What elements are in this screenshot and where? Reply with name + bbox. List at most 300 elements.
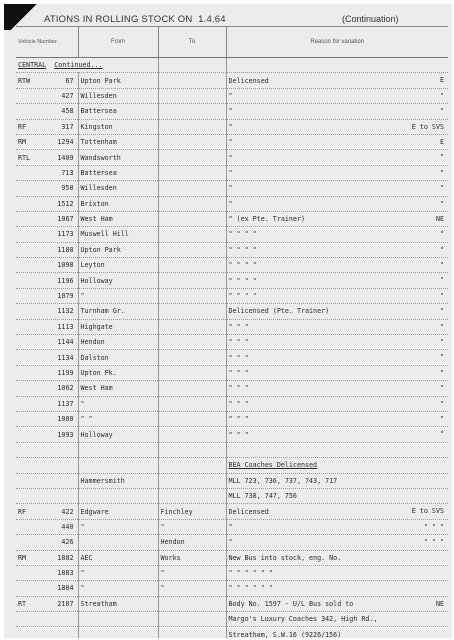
to-cell: Finchley (158, 504, 226, 519)
to-cell: " (158, 581, 226, 596)
vehicle-number-cell (16, 304, 78, 319)
reason-cell (226, 258, 448, 273)
to-cell (158, 319, 226, 334)
reason-code: " (439, 245, 444, 254)
table-row (16, 196, 448, 211)
to-cell (158, 627, 226, 638)
table-row (16, 365, 448, 380)
reason-text: " " " (228, 415, 249, 424)
reason-cell (226, 273, 448, 288)
reason-code: NE (435, 214, 444, 223)
vehicle-number: 1113 (57, 322, 74, 331)
from-cell: Wandsworth (78, 150, 158, 165)
reason-code: " (439, 307, 444, 316)
reason-text: Delicensed (228, 76, 269, 85)
vehicle-number-cell (16, 58, 158, 73)
reason-code: " (439, 199, 444, 208)
table-row (16, 88, 448, 103)
reason-cell (226, 211, 448, 226)
reason-text: " (228, 199, 233, 208)
table-row (16, 612, 448, 627)
table-row (16, 458, 448, 473)
reason-code: " (439, 153, 444, 162)
from-cell: Willesden (78, 88, 158, 103)
vehicle-number: 1884 (57, 584, 74, 593)
from-cell: Highgate (78, 319, 158, 334)
reason-text: " " " " (228, 261, 257, 270)
reason-cell (226, 73, 448, 88)
from-cell: Edgware (78, 504, 158, 519)
page-title (44, 14, 226, 25)
vehicle-number-cell (16, 550, 78, 565)
vehicle-number-cell (16, 473, 78, 488)
reason-cell (226, 581, 448, 596)
vehicle-number: 1883 (57, 569, 74, 578)
vehicle-number: 1079 (57, 292, 74, 301)
to-cell (158, 411, 226, 426)
to-cell: Works (158, 550, 226, 565)
vehicle-class: RT (18, 599, 27, 608)
vehicle-number-cell (16, 104, 78, 119)
to-cell (158, 119, 226, 134)
reason-cell (226, 427, 448, 442)
vehicle-number-cell (16, 165, 78, 180)
reason-cell (226, 165, 448, 180)
table-row (16, 581, 448, 596)
table-row (16, 411, 448, 426)
reason-cell (226, 488, 448, 503)
vehicle-number: 1134 (57, 353, 74, 362)
reason-cell (226, 304, 448, 319)
from-cell: " (78, 519, 158, 534)
vehicle-number-cell (16, 519, 78, 534)
vehicle-number: 427 (61, 91, 74, 100)
reason-cell (226, 242, 448, 257)
from-cell (78, 488, 158, 503)
vehicle-number-cell (16, 535, 78, 550)
reason-text: " (228, 538, 233, 547)
vehicle-number: 1062 (57, 384, 74, 393)
to-cell (158, 442, 226, 457)
reason-cell (226, 350, 448, 365)
table-row (16, 596, 448, 611)
to-cell (158, 88, 226, 103)
to-cell: " (158, 565, 226, 580)
table-row (16, 104, 448, 119)
reason-text: Delicensed (Pte. Trainer) (228, 307, 330, 316)
reason-code: " (439, 168, 444, 177)
to-cell (158, 365, 226, 380)
to-cell (158, 58, 226, 73)
reason-text: Delicensed (228, 507, 269, 516)
vehicle-number: 1294 (57, 138, 74, 147)
reason-code: E (439, 137, 444, 146)
vehicle-number: 1098 (57, 261, 74, 270)
reason-cell (226, 550, 448, 565)
vehicle-number-cell (16, 396, 78, 411)
to-cell (158, 73, 226, 88)
vehicle-class: RM (18, 138, 27, 147)
reason-cell (226, 381, 448, 396)
vehicle-number: 426 (61, 538, 74, 547)
table-row (16, 165, 448, 180)
to-cell (158, 258, 226, 273)
reason-code: " (439, 353, 444, 362)
vehicle-number-cell (16, 627, 78, 638)
table-row (16, 442, 448, 457)
from-cell: Muswell Hill (78, 227, 158, 242)
from-cell (78, 458, 158, 473)
vehicle-number: 1512 (57, 199, 74, 208)
reason-cell (226, 58, 448, 73)
reason-text: " " " " " " (228, 569, 273, 578)
from-cell: West Ham (78, 211, 158, 226)
table-row (16, 504, 448, 519)
vehicle-number-cell (16, 73, 78, 88)
vehicle-number: 1188 (57, 245, 74, 254)
table-row (16, 304, 448, 319)
reason-text: " (228, 153, 233, 162)
reason-text: " (228, 107, 233, 116)
vehicle-number-cell (16, 442, 78, 457)
to-cell (158, 288, 226, 303)
reason-cell (226, 627, 448, 638)
vehicle-number: 1409 (57, 153, 74, 162)
reason-code: " (439, 322, 444, 331)
reason-code: " (439, 430, 444, 439)
reason-cell (226, 119, 448, 134)
from-cell: " " (78, 411, 158, 426)
reason-cell (226, 196, 448, 211)
vehicle-number-cell (16, 211, 78, 226)
vehicle-number-cell (16, 150, 78, 165)
reason-cell (226, 365, 448, 380)
to-cell (158, 396, 226, 411)
section-continued: Continued... (54, 61, 103, 70)
to-cell (158, 335, 226, 350)
reason-text: " " " (228, 338, 249, 347)
vehicle-number-cell (16, 288, 78, 303)
reason-code: " (439, 107, 444, 116)
reason-cell (226, 411, 448, 426)
reason-text: " (228, 138, 233, 147)
to-cell (158, 150, 226, 165)
reason-code: E (439, 76, 444, 85)
vehicle-number-cell (16, 565, 78, 580)
vehicle-number: 1132 (57, 307, 74, 316)
to-cell (158, 273, 226, 288)
vehicle-number: 1199 (57, 369, 74, 377)
vehicle-number: 1067 (57, 215, 74, 224)
table-row (16, 565, 448, 580)
from-cell: Streatham (78, 596, 158, 611)
reason-cell (226, 88, 448, 103)
vehicle-number-cell (16, 258, 78, 273)
reason-code: " " " (423, 522, 444, 531)
vehicle-number-cell (16, 242, 78, 257)
reason-text: " (228, 168, 233, 177)
to-cell (158, 350, 226, 365)
vehicle-number: 317 (61, 122, 74, 131)
reason-text: " " " (228, 430, 249, 439)
vehicle-class: RM (18, 553, 27, 562)
from-cell: Dalston (78, 350, 158, 365)
from-cell: Battersea (78, 165, 158, 180)
from-cell: Leyton (78, 258, 158, 273)
reason-cell (226, 150, 448, 165)
vehicle-number-cell (16, 88, 78, 103)
vehicle-number: 67 (65, 76, 74, 85)
vehicle-number: 1882 (57, 553, 74, 562)
vehicle-number-cell (16, 365, 78, 380)
reason-cell (226, 319, 448, 334)
from-cell: Kingston (78, 119, 158, 134)
table-row (16, 319, 448, 334)
reason-code: " (439, 338, 444, 347)
vehicle-number-cell (16, 319, 78, 334)
table-body (16, 58, 448, 639)
continuation-label: (Continuation) (342, 14, 399, 24)
reason-cell (226, 473, 448, 488)
from-cell (78, 612, 158, 627)
vehicle-number: 458 (61, 107, 74, 116)
from-cell: Upton Park (78, 73, 158, 88)
reason-code: " (439, 184, 444, 193)
vehicle-number-cell (16, 134, 78, 149)
vehicle-number: 713 (61, 168, 74, 177)
vehicle-class: RF (18, 122, 27, 131)
table-row (16, 381, 448, 396)
table-row (16, 134, 448, 149)
reason-text: " (228, 122, 233, 131)
section-label: CENTRAL (18, 61, 47, 70)
reason-code: " (439, 384, 444, 393)
from-cell: Brixton (78, 196, 158, 211)
from-cell: Holloway (78, 273, 158, 288)
vehicle-number-cell (16, 411, 78, 426)
from-cell: " (78, 581, 158, 596)
table-row (16, 211, 448, 226)
table-header-row (16, 27, 448, 58)
vehicle-number-cell (16, 612, 78, 627)
vehicle-number: 1080 (57, 415, 74, 424)
reason-text: " (ex Pte. Trainer) (228, 215, 305, 224)
header-reason: Reason for variation (226, 27, 448, 58)
table-row (16, 335, 448, 350)
reason-text: Streatham, S.W.16 (9226/156) (228, 630, 342, 638)
vehicle-number-cell (16, 381, 78, 396)
vehicle-number-cell (16, 427, 78, 442)
reason-cell (226, 535, 448, 550)
to-cell (158, 227, 226, 242)
title-text: ATIONS IN ROLLING STOCK ON (44, 14, 193, 25)
from-cell: Willesden (78, 181, 158, 196)
to-cell (158, 458, 226, 473)
reason-code: " (439, 261, 444, 270)
reason-code: " (439, 276, 444, 285)
reason-cell (226, 519, 448, 534)
table-row (16, 627, 448, 638)
from-cell (78, 535, 158, 550)
from-cell: Turnham Gr. (78, 304, 158, 319)
to-cell (158, 381, 226, 396)
from-cell: AEC (78, 550, 158, 565)
reason-cell (226, 458, 448, 473)
table-row (16, 73, 448, 88)
reason-code: " (439, 414, 444, 423)
from-cell (78, 442, 158, 457)
from-cell: " (78, 396, 158, 411)
to-cell (158, 488, 226, 503)
vehicle-number-cell (16, 119, 78, 134)
vehicle-number: 950 (61, 184, 74, 193)
table-row (16, 150, 448, 165)
vehicle-number-cell (16, 181, 78, 196)
reason-cell (226, 134, 448, 149)
from-cell: Tottenham (78, 134, 158, 149)
reason-cell (226, 596, 448, 611)
reason-text: MLL 738, 747, 756 (228, 492, 297, 501)
reason-code: " (439, 230, 444, 239)
reason-cell (226, 227, 448, 242)
table-row (16, 519, 448, 534)
table-row (16, 242, 448, 257)
reason-cell (226, 104, 448, 119)
reason-text: " (228, 184, 233, 193)
reason-text: " " " " (228, 245, 257, 254)
vehicle-number: 422 (61, 507, 74, 516)
variations-table (16, 26, 448, 638)
reason-cell (226, 181, 448, 196)
header-to: To (158, 27, 226, 58)
vehicle-number-cell (16, 596, 78, 611)
reason-code: " (439, 91, 444, 100)
vehicle-number-cell (16, 350, 78, 365)
reason-cell (226, 442, 448, 457)
reason-code: E to SVS (411, 122, 444, 131)
to-cell (158, 134, 226, 149)
vehicle-number-cell (16, 504, 78, 519)
table-row (16, 350, 448, 365)
vehicle-number-cell (16, 196, 78, 211)
table-row (16, 227, 448, 242)
header-from: From (78, 27, 158, 58)
table-row (16, 473, 448, 488)
reason-text: New Bus into stock, eng. No. (228, 553, 342, 562)
table-row (16, 550, 448, 565)
vehicle-number-cell (16, 581, 78, 596)
reason-cell (226, 288, 448, 303)
table-row (16, 119, 448, 134)
to-cell (158, 596, 226, 611)
reason-text: BEA Coaches Delicensed (228, 461, 318, 470)
to-cell: Hendon (158, 535, 226, 550)
table-row (16, 488, 448, 503)
to-cell (158, 242, 226, 257)
reason-text: " " " " (228, 292, 257, 301)
reason-text: " " " " " " (228, 584, 273, 593)
vehicle-class: RTW (18, 76, 31, 85)
reason-text: " (228, 522, 233, 531)
reason-text: " " " (228, 399, 249, 408)
vehicle-number: 1093 (57, 430, 74, 439)
table-row (16, 288, 448, 303)
from-cell: Upton Park (78, 242, 158, 257)
vehicle-number: 440 (61, 522, 74, 531)
table-row (16, 58, 448, 73)
vehicle-number-cell (16, 227, 78, 242)
vehicle-class: RTL (18, 153, 31, 162)
to-cell (158, 165, 226, 180)
vehicle-number-cell (16, 273, 78, 288)
reason-code: " " " (423, 538, 444, 547)
reason-text: " " " (228, 322, 249, 331)
reason-code: " (439, 368, 444, 377)
vehicle-number: 1144 (57, 338, 74, 347)
reason-cell (226, 612, 448, 627)
reason-text: " " " " (228, 276, 257, 285)
vehicle-number-cell (16, 458, 78, 473)
from-cell: " (78, 288, 158, 303)
reason-text: Margo's Luxury Coaches 342, High Rd., (228, 615, 378, 624)
document-sheet (4, 4, 452, 638)
table-row (16, 427, 448, 442)
reason-text: MLL 723, 736, 737, 743, 717 (228, 476, 338, 485)
from-cell: Battersea (78, 104, 158, 119)
reason-text: " " " (228, 353, 249, 362)
reason-text: Body No. 1597 - U/L Bus sold to (228, 599, 354, 608)
to-cell (158, 427, 226, 442)
vehicle-number: 1196 (57, 276, 74, 285)
reason-text: " " " (228, 384, 249, 393)
from-cell: Upton Pk. (78, 365, 158, 380)
from-cell: Holloway (78, 427, 158, 442)
table-row (16, 273, 448, 288)
table-row (16, 535, 448, 550)
to-cell (158, 612, 226, 627)
vehicle-number-cell (16, 488, 78, 503)
vehicle-number: 1173 (57, 230, 74, 239)
reason-cell (226, 565, 448, 580)
from-cell (78, 627, 158, 638)
from-cell: Hendon (78, 335, 158, 350)
vehicle-number: 2107 (57, 599, 74, 608)
vehicle-number-cell (16, 335, 78, 350)
from-cell: " (78, 565, 158, 580)
header-vehicle-number: Vehicle Number (16, 27, 78, 58)
to-cell (158, 473, 226, 488)
table-row (16, 396, 448, 411)
table-row (16, 258, 448, 273)
to-cell (158, 196, 226, 211)
to-cell (158, 211, 226, 226)
to-cell (158, 304, 226, 319)
reason-code: E to SVS (411, 507, 444, 516)
to-cell (158, 104, 226, 119)
reason-text: " " " " (228, 230, 257, 239)
to-cell (158, 181, 226, 196)
from-cell: Hammersmith (78, 473, 158, 488)
to-cell: " (158, 519, 226, 534)
from-cell: West Ham (78, 381, 158, 396)
reason-text: " " " (228, 369, 249, 377)
reason-code: " (439, 291, 444, 300)
vehicle-class: RF (18, 507, 27, 516)
vehicle-number: 1137 (57, 399, 74, 408)
title-date: 1.4.64 (198, 14, 226, 25)
table-row (16, 181, 448, 196)
reason-code: NE (435, 599, 444, 608)
